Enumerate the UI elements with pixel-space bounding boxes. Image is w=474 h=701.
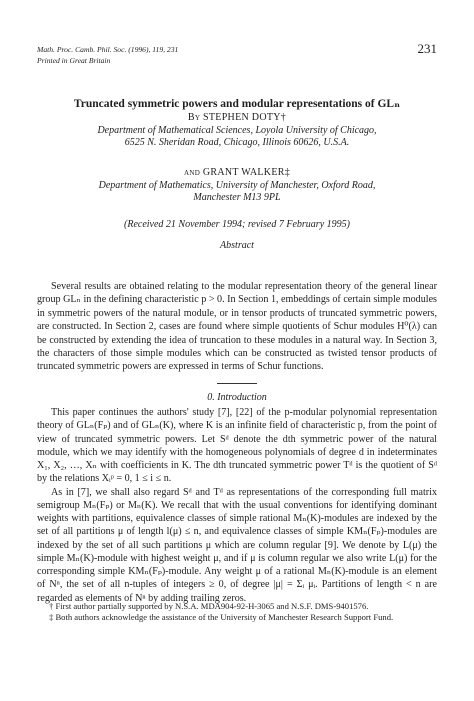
body-paragraph-2: As in [7], we shall also regard Sᵈ and Tᵈ as representations of the corresponding full matrix semigroup Mₙ(Fₚ) or Mₙ(K). We recall that with the usual conventions for identifying dominant weights with partitions, equivalence classes of simple rational Mₙ(K)-modules are indexed by the set of all partitions μ of length l(μ) ≤ n, and equivalence classes of simple KMₙ(Fₚ)-modules are indexed by the set of all such partitions μ which are column regular [9]. We denote by L(μ) the simple Mₙ(K)-module with highest weight μ, and if μ is column regular we also write L(μ) for the corresponding simple KMₙ(Fₚ)-module. Any weight μ of a rational Mₙ(K)-module is an element of Nⁿ, the set of all n-tuples of integers ≥ 0, of degree |μ| = Σᵢ μᵢ. Partitions of length < n are regarded as elements of Nⁿ by adding trailing zeros.: [37, 486, 437, 604]
footnote-2: ‡ Both authors acknowledge the assistance of the University of Manchester Research Support Fund.: [49, 611, 394, 622]
body-text: [37, 406, 437, 605]
section-heading: 0. Introduction: [207, 392, 267, 403]
printed-in-line: Printed in Great Britain: [37, 56, 111, 65]
page-number: 231: [417, 41, 437, 56]
paper-title: Truncated symmetric powers and modular representations of GLₙ: [73, 98, 401, 110]
received-dates: (Received 21 November 1994; revised 7 February 1995): [124, 219, 350, 230]
section-divider: [217, 383, 257, 384]
abstract-paragraph: Several results are obtained relating to the modular representation theory of the general linear group GLₙ in the defining characteristic p > 0. In Section 1, embeddings of certain simple modules in symmetric powers of the natural module, or in tensor products of truncated symmetric powers, are constructed. In Section 2, cases are found where simple quotients of Schur modules H⁰(λ) can be constructed by extending the idea of truncation to these modules in a natural way. In Section 3, the characters of those simple modules which can be constructed as twisted tensor products of truncated symmetric powers are expressed in terms of Schur functions.: [37, 281, 437, 373]
journal-citation: Math. Proc. Camb. Phil. Soc. (1996), 119, 231: [37, 45, 179, 54]
abstract-heading: Abstract: [220, 240, 254, 251]
footnote-1: † First author partially supported by N.S.A. MDA904-92-H-3065 and N.S.F. DMS-9401576.: [49, 601, 369, 611]
author-affiliation-2b: Manchester M13 9PL: [193, 192, 281, 203]
author-block-2: [0, 167, 474, 205]
abstract-text: [37, 280, 437, 374]
author-name-1: By STEPHEN DOTY†: [187, 112, 287, 123]
footnotes: [37, 601, 437, 622]
author-affiliation-1b: 6525 N. Sheridan Road, Chicago, Illinois 60626, U.S.A.: [124, 137, 350, 148]
author-block-1: [0, 112, 474, 150]
author-affiliation-1a: Department of Mathematical Sciences, Loyola University of Chicago,: [97, 124, 377, 136]
author-name-2: and GRANT WALKER‡: [183, 167, 290, 178]
running-header: [37, 44, 437, 66]
author-affiliation-2a: Department of Mathematics, University of Manchester, Oxford Road,: [98, 179, 376, 191]
body-paragraph-1: This paper continues the authors' study [7], [22] of the p-modular polynomial representation theory of GLₙ(Fₚ) and of GLₙ(K), where K is an infinite field of characteristic p, from the point of view of truncated symmetric powers. Let Sᵈ denote the dth symmetric power of the natural module, which we may identify with the homogeneous polynomials of degree d in indeterminates X₁, X₂, …, Xₙ with coefficients in K. The dth truncated symmetric power Tᵈ is the quotient of Sᵈ by the relations Xᵢᵖ = 0, 1 ≤ i ≤ n.: [37, 407, 437, 485]
